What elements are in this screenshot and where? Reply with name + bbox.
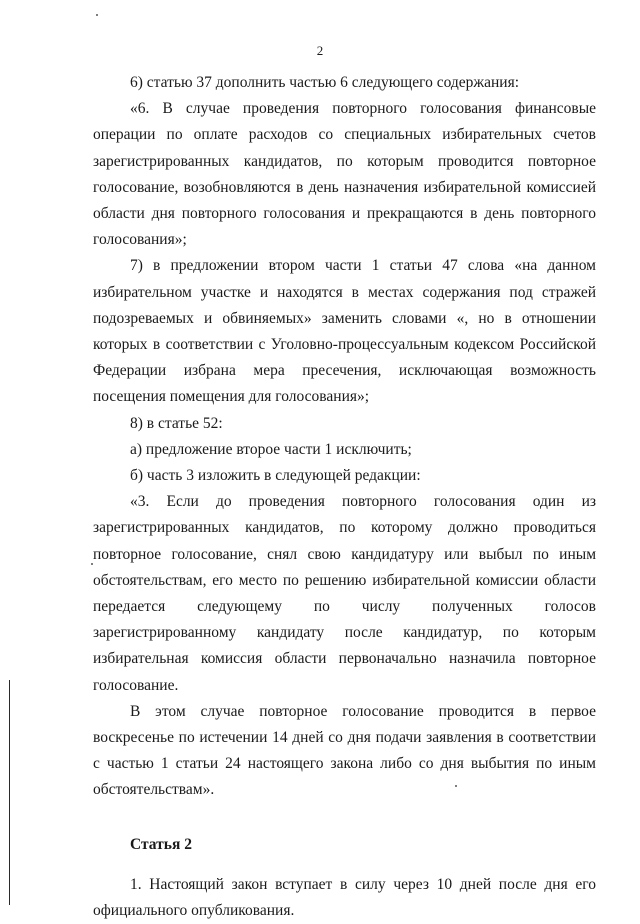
document-body [93, 70, 596, 924]
scan-speck [91, 563, 93, 565]
scan-speck [455, 785, 457, 787]
scan-margin-line [9, 680, 10, 905]
paragraph-item-8: 8) в статье 52: [130, 414, 223, 432]
scan-speck [96, 14, 98, 16]
paragraph-item-7: 7) в предложении втором части 1 статьи 47 слова «на данном избирательном участке и находятся в местах содержания под стражей подозреваемых и обвиняемых» заменить словами «, но в отношении которых в соответствии с Уголовно-процессуальным кодексом Российской Федерации избрана мера пресечения, исключающая возможность посещения помещения для голосования»; [93, 257, 596, 406]
paragraph-part-3-text: «3. Если до проведения повторного голосования один из зарегистрированных кандидатов, по которому должно проводиться повторное голосование, снял свою кандидатуру или выбыл по иным обстоятельствам, его место по решению избирательной комиссии области передается следующему по числу полученных голосов зарегистрированному кандидату после кандидатур, по которым избирательная комиссия области первоначально назначила повторное голосование. [93, 493, 596, 694]
paragraph-article-2-item-1: 1. Настоящий закон вступает в силу через 10 дней после дня его официального опубликования. [93, 875, 596, 920]
paragraph-article-37-part-6: «6. В случае проведения повторного голосования финансовые операции по оплате расходов со специальных избирательных счетов зарегистрированных кандидатов, по которым проводится повторное голосование, возобновляются в день назначения избирательной комиссией области дня повторного голосования и прекращаются в день повторного голосования»; [93, 100, 596, 249]
article-2-heading: Статья 2 [130, 835, 192, 853]
paragraph-repeat-vote-date: В этом случае повторное голосование проводится в первое воскресенье по истечении 14 дней со дня подачи заявления в соответствии с частью 1 статьи 24 настоящего закона либо со дня выбытия по иным обстоятельствам». [93, 702, 596, 799]
paragraph-item-8b: б) часть 3 изложить в следующей редакции: [130, 467, 421, 485]
paragraph-item-8a: а) предложение второе части 1 исключить; [130, 440, 412, 458]
page-number: 2 [316, 43, 324, 58]
paragraph-item-6: 6) статью 37 дополнить частью 6 следующего содержания: [130, 74, 520, 91]
